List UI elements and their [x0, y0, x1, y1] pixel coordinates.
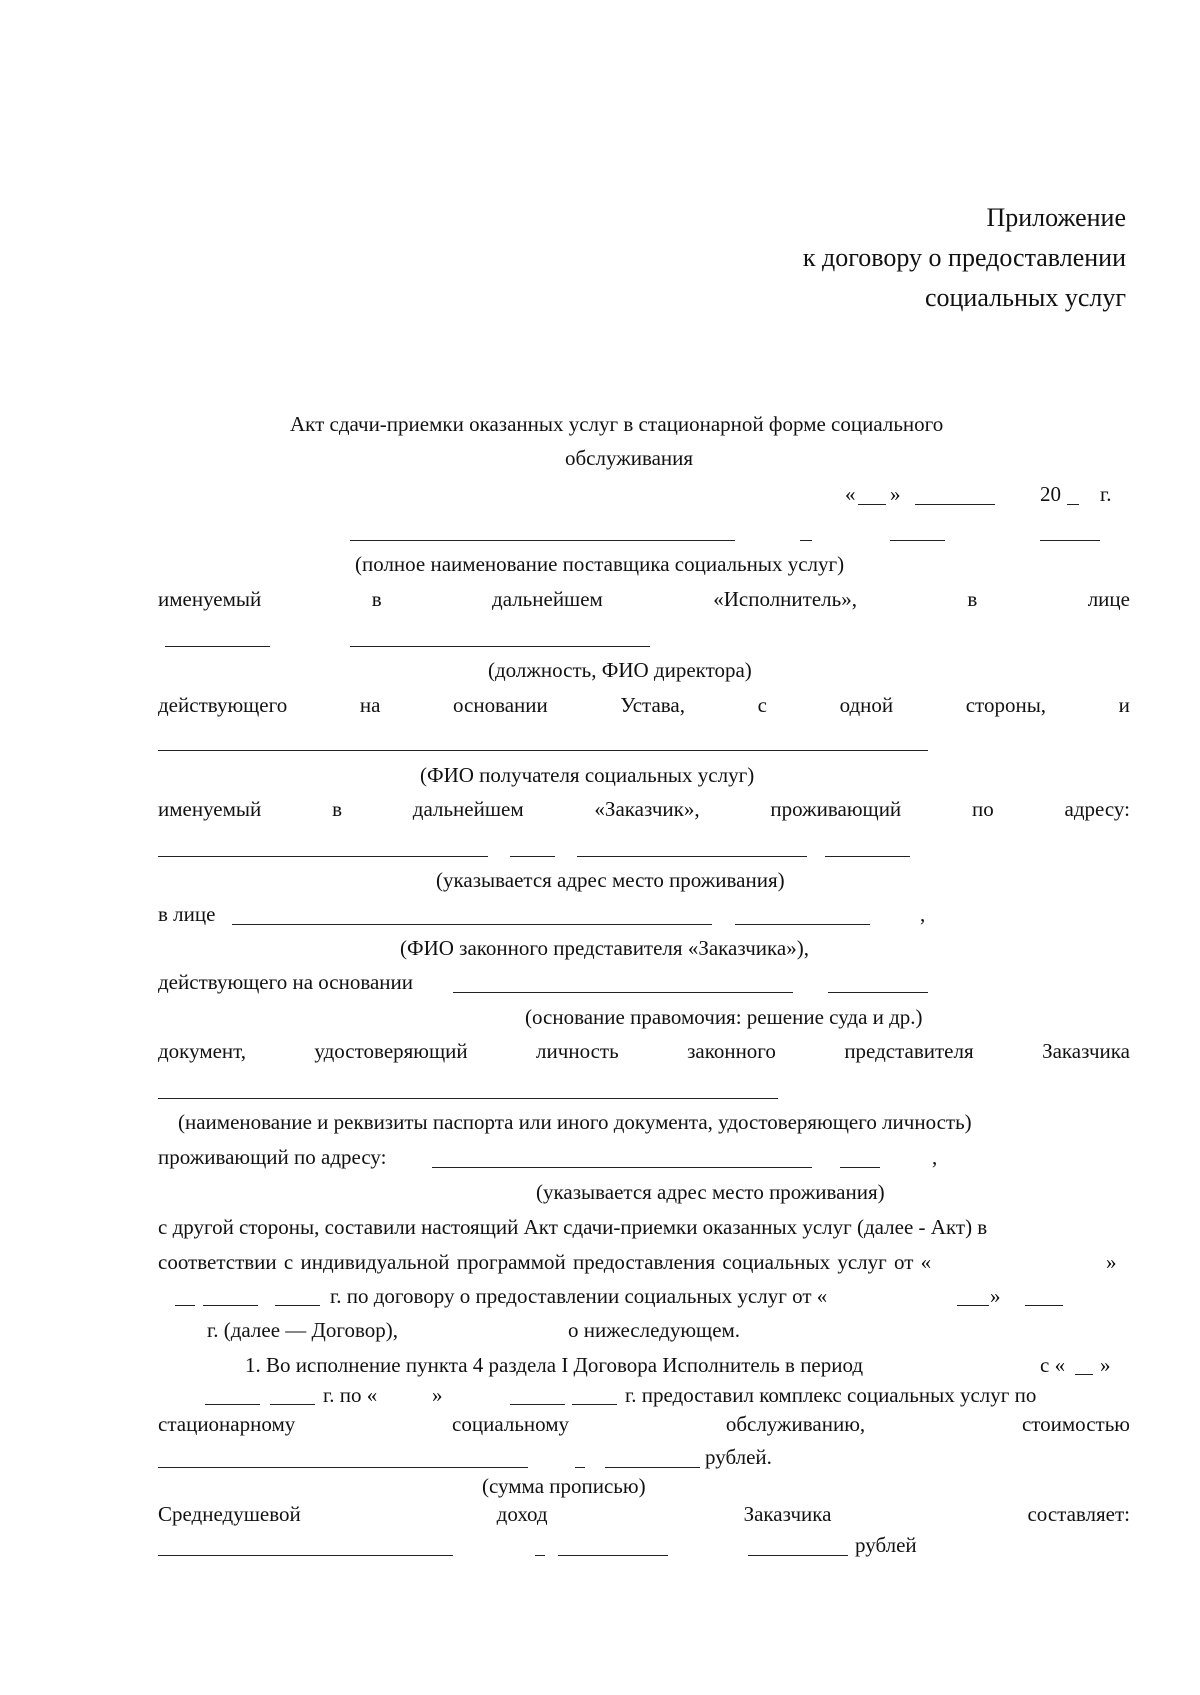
- word: адресу:: [1064, 797, 1130, 821]
- date-year-blank[interactable]: [1067, 504, 1079, 505]
- body-line-4-a: г. (далее — Договор),: [207, 1318, 398, 1342]
- word: «Заказчик»,: [594, 797, 700, 821]
- ipsu-day-blank[interactable]: [175, 1305, 195, 1306]
- cost-blank-2[interactable]: [575, 1467, 585, 1468]
- date-month-blank[interactable]: [915, 504, 995, 505]
- act-title-line-1: Акт сдачи-приемки оказанных услуг в стационарной форме социального: [290, 412, 944, 436]
- cost-blank[interactable]: [158, 1467, 528, 1468]
- residing-label: проживающий по адресу:: [158, 1145, 387, 1169]
- date-year-prefix: 20: [1040, 482, 1061, 506]
- word: обслуживанию,: [725, 1412, 866, 1436]
- authority-words-line: [158, 1039, 1130, 1064]
- address-blank[interactable]: [158, 856, 488, 857]
- passport-blank[interactable]: [158, 1098, 778, 1099]
- address-blank-2[interactable]: [510, 856, 555, 857]
- residing-comma: ,: [932, 1145, 938, 1169]
- period-start-day-blank[interactable]: [1075, 1374, 1093, 1375]
- contract-month-blank[interactable]: [1025, 1305, 1063, 1306]
- contract-day-blank[interactable]: [957, 1305, 989, 1306]
- director-caption: (должность, ФИО директора): [488, 658, 752, 682]
- appendix-line-2: к договору о предоставлении: [802, 243, 1126, 272]
- cost-currency: рублей.: [705, 1445, 772, 1469]
- word: по: [971, 797, 994, 821]
- date-year-suffix: г.: [1100, 482, 1112, 506]
- authority-blank[interactable]: [453, 992, 793, 993]
- address-blank-4[interactable]: [825, 856, 910, 857]
- clause-1-to-close: »: [432, 1383, 443, 1407]
- recipient-words-line: [158, 797, 1130, 822]
- residing-address-blank-2[interactable]: [840, 1167, 880, 1168]
- word: проживающий: [770, 797, 902, 821]
- word: законного: [687, 1039, 776, 1063]
- word: и: [1118, 693, 1130, 717]
- appendix-line-1: Приложение: [986, 203, 1126, 232]
- body-line-3-a: г. по договору о предоставлении социальных услуг от «: [330, 1284, 828, 1308]
- body-line-3-b: »: [990, 1284, 1001, 1308]
- period-start-month-blank[interactable]: [205, 1404, 260, 1405]
- passport-caption: (наименование и реквизиты паспорта или иного документа, удостоверяющего личность): [178, 1110, 972, 1134]
- body-line-1: с другой стороны, составили настоящий Акт сдачи-приемки оказанных услуг (далее - Акт) в: [158, 1215, 988, 1239]
- representative-name-blank[interactable]: [232, 924, 712, 925]
- address-2-caption: (указывается адрес место проживания): [536, 1180, 885, 1204]
- word: в: [371, 587, 382, 611]
- ipsu-month-blank[interactable]: [203, 1305, 258, 1306]
- provider-caption: (полное наименование поставщика социальных услуг): [355, 552, 845, 576]
- provider-name-blank-3[interactable]: [890, 540, 945, 541]
- director-words-line: [158, 693, 1130, 718]
- income-line: [158, 1502, 1130, 1527]
- in-person-comma: ,: [920, 902, 926, 926]
- word: Устава,: [620, 693, 686, 717]
- provider-words-line: [158, 587, 1130, 612]
- word: стационарному: [158, 1412, 296, 1436]
- recipient-caption: (ФИО получателя социальных услуг): [420, 763, 755, 787]
- representative-name-blank-2[interactable]: [735, 924, 870, 925]
- act-title-line-2: обслуживания: [565, 446, 694, 470]
- sum-caption: (сумма прописью): [482, 1474, 646, 1498]
- clause-1-line: 1. Во исполнение пункта 4 раздела I Договора Исполнитель в период: [245, 1353, 864, 1377]
- acting-on-basis-label: действующего на основании: [158, 970, 414, 994]
- clause-1-to: г. по «: [323, 1383, 378, 1407]
- body-line-2-quote: »: [1106, 1250, 1117, 1274]
- director-position-blank[interactable]: [165, 646, 270, 647]
- word: на: [359, 693, 381, 717]
- word: в: [967, 587, 978, 611]
- word: доход: [496, 1502, 548, 1526]
- in-person-label: в лице: [158, 902, 216, 926]
- word: с: [757, 693, 767, 717]
- provider-name-blank-4[interactable]: [1040, 540, 1100, 541]
- period-end-month-blank[interactable]: [510, 1404, 565, 1405]
- word: стоимостью: [1021, 1412, 1130, 1436]
- recipient-name-blank[interactable]: [158, 750, 928, 751]
- director-name-blank[interactable]: [350, 646, 650, 647]
- word: именуемый: [158, 797, 262, 821]
- provider-name-blank[interactable]: [350, 540, 735, 541]
- authority-caption: (основание правомочия: решение суда и др.): [525, 1005, 923, 1029]
- word: удостоверяющий: [314, 1039, 468, 1063]
- cost-blank-3[interactable]: [605, 1467, 700, 1468]
- word: социальному: [452, 1412, 570, 1436]
- provider-name-blank-2[interactable]: [800, 540, 812, 541]
- word: «Исполнитель»,: [713, 587, 857, 611]
- address-blank-3[interactable]: [577, 856, 807, 857]
- date-quote-close: »: [890, 482, 901, 506]
- word: дальнейшем: [492, 587, 603, 611]
- word: документ,: [158, 1039, 247, 1063]
- clause-1-service-line: [158, 1412, 1130, 1437]
- word: стороны,: [965, 693, 1047, 717]
- income-currency: рублей: [855, 1533, 917, 1557]
- period-end-year-blank[interactable]: [572, 1404, 617, 1405]
- period-start-year-blank[interactable]: [270, 1404, 315, 1405]
- income-blank-3[interactable]: [558, 1555, 668, 1556]
- body-line-4-b: о нижеследующем.: [568, 1318, 741, 1342]
- word: одной: [839, 693, 894, 717]
- appendix-line-3: социальных услуг: [924, 283, 1126, 312]
- clause-1-from-close: »: [1100, 1353, 1111, 1377]
- ipsu-year-blank[interactable]: [275, 1305, 320, 1306]
- word: Заказчика: [1042, 1039, 1130, 1063]
- authority-blank-2[interactable]: [828, 992, 928, 993]
- word: именуемый: [158, 587, 262, 611]
- income-blank-2[interactable]: [535, 1555, 545, 1556]
- clause-1-provided: г. предоставил комплекс социальных услуг по: [625, 1383, 1037, 1407]
- word: лице: [1087, 587, 1130, 611]
- income-blank-4[interactable]: [748, 1555, 848, 1556]
- word: дальнейшем: [412, 797, 524, 821]
- clause-1-from: с «: [1040, 1353, 1066, 1377]
- word: составляет:: [1027, 1502, 1130, 1526]
- date-quote-open: «: [845, 482, 856, 506]
- word: представителя: [844, 1039, 974, 1063]
- word: Заказчика: [743, 1502, 832, 1526]
- income-blank[interactable]: [158, 1555, 453, 1556]
- date-day-blank[interactable]: [858, 504, 886, 505]
- word: действующего: [158, 693, 288, 717]
- body-line-2: соответствии с индивидуальной программой предоставления социальных услуг от «: [158, 1250, 932, 1274]
- word: Среднедушевой: [158, 1502, 301, 1526]
- residing-address-blank[interactable]: [432, 1167, 812, 1168]
- word: в: [332, 797, 342, 821]
- word: личность: [536, 1039, 619, 1063]
- address-caption: (указывается адрес место проживания): [436, 868, 785, 892]
- word: основании: [453, 693, 548, 717]
- representative-caption: (ФИО законного представителя «Заказчика»),: [400, 936, 809, 960]
